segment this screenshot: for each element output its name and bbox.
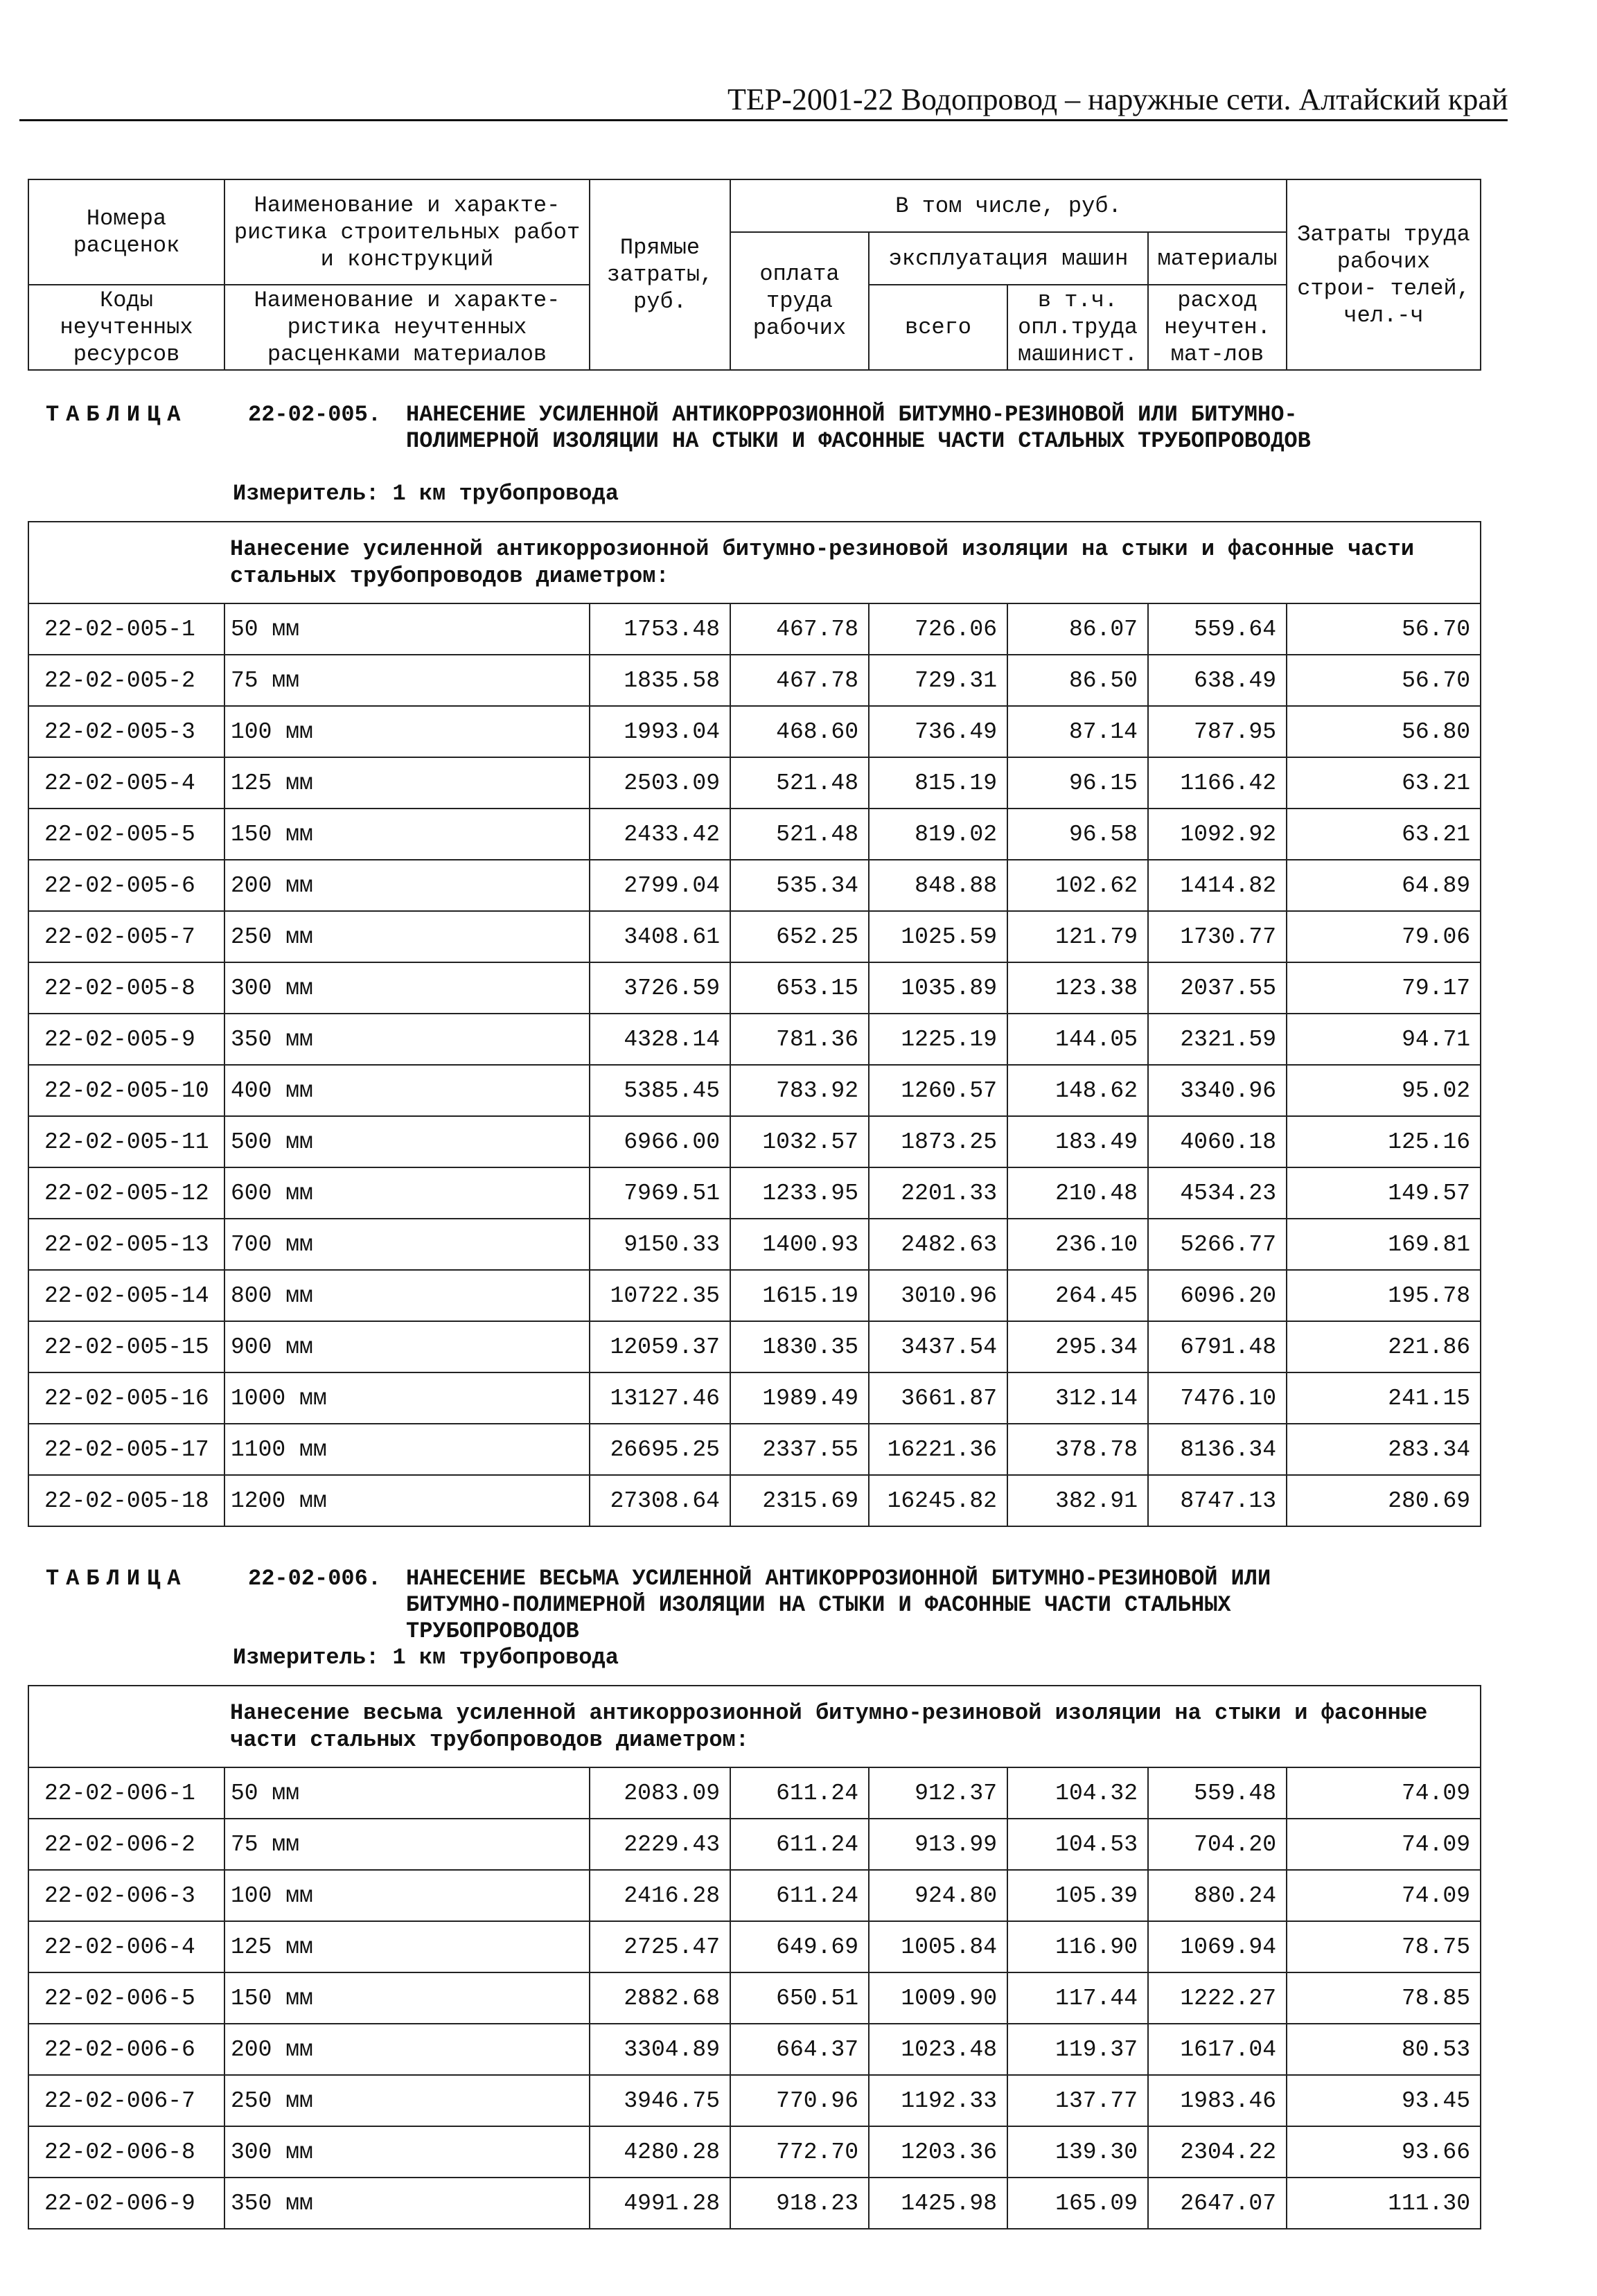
direct-costs-cell: 2433.42 [590, 809, 730, 860]
machines-total-cell: 1192.33 [869, 2075, 1007, 2126]
materials-cell: 7476.10 [1148, 1372, 1287, 1424]
direct-costs-cell: 4328.14 [590, 1014, 730, 1065]
col-numbers-header: Номера расценок [28, 179, 224, 285]
rate-code-cell: 22-02-005-12 [28, 1167, 224, 1219]
table-title: НАНЕСЕНИЕ УСИЛЕННОЙ АНТИКОРРОЗИОННОЙ БИТУМНО-РЕЗИНОВОЙ ИЛИ БИТУМНО-ПОЛИМЕРНОЙ ИЗОЛЯЦИИ НА СТЫКИ И ФАСОННЫЕ ЧАСТИ СТАЛЬНЫХ ТРУБОПРОВОДОВ [406, 402, 1311, 454]
work-name-cell: 200 мм [224, 860, 590, 911]
worker-wages-cell: 2315.69 [730, 1475, 869, 1526]
direct-costs-cell: 12059.37 [590, 1321, 730, 1372]
labor-hours-cell: 79.17 [1287, 962, 1481, 1014]
work-name-cell: 200 мм [224, 2024, 590, 2075]
direct-costs-cell: 3304.89 [590, 2024, 730, 2075]
rate-code-cell: 22-02-005-2 [28, 655, 224, 706]
machinist-wages-cell: 104.32 [1007, 1767, 1148, 1819]
materials-cell: 704.20 [1148, 1819, 1287, 1870]
labor-hours-cell: 125.16 [1287, 1116, 1481, 1167]
worker-wages-cell: 611.24 [730, 1819, 869, 1870]
labor-hours-cell: 283.34 [1287, 1424, 1481, 1475]
table-row [28, 1270, 1481, 1321]
table-row [28, 1372, 1481, 1424]
direct-costs-cell: 27308.64 [590, 1475, 730, 1526]
col-wages-header: оплата труда рабочих [730, 232, 869, 370]
rate-code-cell: 22-02-006-6 [28, 2024, 224, 2075]
work-name-cell: 600 мм [224, 1167, 590, 1219]
materials-cell: 4060.18 [1148, 1116, 1287, 1167]
table-row [28, 603, 1481, 655]
machinist-wages-cell: 119.37 [1007, 2024, 1148, 2075]
work-name-cell: 150 мм [224, 809, 590, 860]
materials-cell: 2321.59 [1148, 1014, 1287, 1065]
work-name-cell: 250 мм [224, 911, 590, 962]
labor-hours-cell: 64.89 [1287, 860, 1481, 911]
col-machines-header: эксплуатация машин [869, 232, 1148, 285]
table-row [28, 1116, 1481, 1167]
worker-wages-cell: 781.36 [730, 1014, 869, 1065]
machines-total-cell: 819.02 [869, 809, 1007, 860]
worker-wages-cell: 1989.49 [730, 1372, 869, 1424]
materials-cell: 4534.23 [1148, 1167, 1287, 1219]
machinist-wages-cell: 86.50 [1007, 655, 1148, 706]
rate-code-cell: 22-02-006-7 [28, 2075, 224, 2126]
col-including-header: В том числе, руб. [730, 179, 1287, 232]
rate-code-cell: 22-02-005-15 [28, 1321, 224, 1372]
col-resource-codes-header: Коды неучтенных ресурсов [28, 285, 224, 370]
rate-code-cell: 22-02-006-2 [28, 1819, 224, 1870]
work-name-cell: 50 мм [224, 1767, 590, 1819]
table-row [28, 1424, 1481, 1475]
worker-wages-cell: 918.23 [730, 2178, 869, 2229]
machines-total-cell: 912.37 [869, 1767, 1007, 1819]
rate-code-cell: 22-02-005-1 [28, 603, 224, 655]
col-machines-total-header: всего [869, 285, 1007, 370]
machinist-wages-cell: 96.58 [1007, 809, 1148, 860]
worker-wages-cell: 468.60 [730, 706, 869, 757]
table-row [28, 1065, 1481, 1116]
worker-wages-cell: 783.92 [730, 1065, 869, 1116]
table-row [28, 1014, 1481, 1065]
rate-code-cell: 22-02-005-5 [28, 809, 224, 860]
labor-hours-cell: 78.75 [1287, 1921, 1481, 1972]
machines-total-cell: 1035.89 [869, 962, 1007, 1014]
table-subheading: Нанесение усиленной антикоррозионной битумно-резиновой изоляции на стыки и фасонные части стальных трубопроводов диаметром: [28, 522, 1481, 603]
worker-wages-cell: 664.37 [730, 2024, 869, 2075]
work-name-cell: 125 мм [224, 1921, 590, 1972]
work-name-cell: 100 мм [224, 706, 590, 757]
table-row [28, 860, 1481, 911]
work-name-cell: 350 мм [224, 2178, 590, 2229]
labor-hours-cell: 63.21 [1287, 809, 1481, 860]
table-number: 22-02-006. [248, 1566, 382, 1591]
table-row [28, 809, 1481, 860]
work-name-cell: 75 мм [224, 1819, 590, 1870]
machinist-wages-cell: 137.77 [1007, 2075, 1148, 2126]
table-row [28, 1167, 1481, 1219]
rate-code-cell: 22-02-006-9 [28, 2178, 224, 2229]
materials-cell: 2304.22 [1148, 2126, 1287, 2178]
machinist-wages-cell: 382.91 [1007, 1475, 1148, 1526]
work-name-cell: 150 мм [224, 1972, 590, 2024]
direct-costs-cell: 1835.58 [590, 655, 730, 706]
table-row [28, 2126, 1481, 2178]
page-header: ТЕР-2001-22 Водопровод – наружные сети. Алтайский край [727, 82, 1508, 116]
worker-wages-cell: 467.78 [730, 603, 869, 655]
table-number: 22-02-005. [248, 402, 382, 427]
work-name-cell: 50 мм [224, 603, 590, 655]
machines-total-cell: 3437.54 [869, 1321, 1007, 1372]
rate-code-cell: 22-02-006-4 [28, 1921, 224, 1972]
labor-hours-cell: 95.02 [1287, 1065, 1481, 1116]
col-materials-header: материалы [1148, 232, 1287, 285]
machines-total-cell: 1203.36 [869, 2126, 1007, 2178]
table-row [28, 1767, 1481, 1819]
direct-costs-cell: 3408.61 [590, 911, 730, 962]
materials-cell: 1983.46 [1148, 2075, 1287, 2126]
worker-wages-cell: 652.25 [730, 911, 869, 962]
rate-code-cell: 22-02-005-16 [28, 1372, 224, 1424]
worker-wages-cell: 535.34 [730, 860, 869, 911]
direct-costs-cell: 2725.47 [590, 1921, 730, 1972]
machinist-wages-cell: 87.14 [1007, 706, 1148, 757]
rate-code-cell: 22-02-005-8 [28, 962, 224, 1014]
labor-hours-cell: 74.09 [1287, 1870, 1481, 1921]
labor-hours-cell: 221.86 [1287, 1321, 1481, 1372]
machinist-wages-cell: 117.44 [1007, 1972, 1148, 2024]
materials-cell: 1414.82 [1148, 860, 1287, 911]
col-name-header: Наименование и характе- ристика строительных работ и конструкций [224, 179, 590, 285]
rate-code-cell: 22-02-006-8 [28, 2126, 224, 2178]
rate-code-cell: 22-02-005-9 [28, 1014, 224, 1065]
rates-table-22-02-006 [28, 1685, 1481, 2229]
machines-total-cell: 736.49 [869, 706, 1007, 757]
table-title: НАНЕСЕНИЕ ВЕСЬМА УСИЛЕННОЙ АНТИКОРРОЗИОННОЙ БИТУМНО-РЕЗИНОВОЙ ИЛИ БИТУМНО-ПОЛИМЕРНОЙ ИЗОЛЯЦИИ НА СТЫКИ И ФАСОННЫЕ ЧАСТИ СТАЛЬНЫХ ТРУБОПРОВОДОВ [406, 1566, 1271, 1644]
worker-wages-cell: 1233.95 [730, 1167, 869, 1219]
table-row [28, 1870, 1481, 1921]
worker-wages-cell: 770.96 [730, 2075, 869, 2126]
machinist-wages-cell: 102.62 [1007, 860, 1148, 911]
labor-hours-cell: 169.81 [1287, 1219, 1481, 1270]
header-rule [19, 119, 1508, 121]
direct-costs-cell: 2799.04 [590, 860, 730, 911]
col-machines-wages-header: в т.ч. опл.труда машинист. [1007, 285, 1148, 370]
machinist-wages-cell: 116.90 [1007, 1921, 1148, 1972]
work-name-cell: 250 мм [224, 2075, 590, 2126]
labor-hours-cell: 80.53 [1287, 2024, 1481, 2075]
work-name-cell: 75 мм [224, 655, 590, 706]
machinist-wages-cell: 148.62 [1007, 1065, 1148, 1116]
materials-cell: 880.24 [1148, 1870, 1287, 1921]
machinist-wages-cell: 295.34 [1007, 1321, 1148, 1372]
direct-costs-cell: 1993.04 [590, 706, 730, 757]
table-row [28, 1321, 1481, 1372]
materials-cell: 2037.55 [1148, 962, 1287, 1014]
table-subheading: Нанесение весьма усиленной антикоррозионной битумно-резиновой изоляции на стыки и фасонные части стальных трубопроводов диаметром: [28, 1686, 1481, 1767]
work-name-cell: 125 мм [224, 757, 590, 809]
machines-total-cell: 924.80 [869, 1870, 1007, 1921]
materials-cell: 8747.13 [1148, 1475, 1287, 1526]
rate-code-cell: 22-02-006-3 [28, 1870, 224, 1921]
direct-costs-cell: 2503.09 [590, 757, 730, 809]
machines-total-cell: 2201.33 [869, 1167, 1007, 1219]
direct-costs-cell: 6966.00 [590, 1116, 730, 1167]
table-row [28, 1972, 1481, 2024]
machinist-wages-cell: 312.14 [1007, 1372, 1148, 1424]
materials-cell: 5266.77 [1148, 1219, 1287, 1270]
direct-costs-cell: 2882.68 [590, 1972, 730, 2024]
machines-total-cell: 3661.87 [869, 1372, 1007, 1424]
worker-wages-cell: 521.48 [730, 757, 869, 809]
table-row [28, 911, 1481, 962]
machinist-wages-cell: 139.30 [1007, 2126, 1148, 2178]
worker-wages-cell: 772.70 [730, 2126, 869, 2178]
direct-costs-cell: 2416.28 [590, 1870, 730, 1921]
machinist-wages-cell: 121.79 [1007, 911, 1148, 962]
worker-wages-cell: 521.48 [730, 809, 869, 860]
machines-total-cell: 726.06 [869, 603, 1007, 655]
table-label: ТАБЛИЦА [46, 402, 188, 427]
table-row [28, 1819, 1481, 1870]
direct-costs-cell: 26695.25 [590, 1424, 730, 1475]
machines-total-cell: 1025.59 [869, 911, 1007, 962]
labor-hours-cell: 74.09 [1287, 1819, 1481, 1870]
labor-hours-cell: 63.21 [1287, 757, 1481, 809]
machines-total-cell: 913.99 [869, 1819, 1007, 1870]
direct-costs-cell: 7969.51 [590, 1167, 730, 1219]
worker-wages-cell: 1830.35 [730, 1321, 869, 1372]
rate-code-cell: 22-02-005-13 [28, 1219, 224, 1270]
materials-cell: 2647.07 [1148, 2178, 1287, 2229]
direct-costs-cell: 4991.28 [590, 2178, 730, 2229]
worker-wages-cell: 653.15 [730, 962, 869, 1014]
rate-code-cell: 22-02-005-14 [28, 1270, 224, 1321]
materials-cell: 3340.96 [1148, 1065, 1287, 1116]
work-name-cell: 900 мм [224, 1321, 590, 1372]
table-row [28, 706, 1481, 757]
table-label: ТАБЛИЦА [46, 1566, 188, 1591]
direct-costs-cell: 2083.09 [590, 1767, 730, 1819]
rate-code-cell: 22-02-005-10 [28, 1065, 224, 1116]
rate-code-cell: 22-02-006-5 [28, 1972, 224, 2024]
machinist-wages-cell: 105.39 [1007, 1870, 1148, 1921]
materials-cell: 6096.20 [1148, 1270, 1287, 1321]
machinist-wages-cell: 378.78 [1007, 1424, 1148, 1475]
col-materials-name-header: Наименование и характе- ристика неучтенных расценками материалов [224, 285, 590, 370]
work-name-cell: 300 мм [224, 2126, 590, 2178]
machines-total-cell: 1425.98 [869, 2178, 1007, 2229]
col-direct-costs-header: Прямые затраты, руб. [590, 179, 730, 370]
rates-table-22-02-005 [28, 521, 1481, 1527]
rate-code-cell: 22-02-006-1 [28, 1767, 224, 1819]
machinist-wages-cell: 123.38 [1007, 962, 1148, 1014]
worker-wages-cell: 467.78 [730, 655, 869, 706]
machinist-wages-cell: 104.53 [1007, 1819, 1148, 1870]
table-row [28, 2024, 1481, 2075]
machinist-wages-cell: 144.05 [1007, 1014, 1148, 1065]
labor-hours-cell: 56.80 [1287, 706, 1481, 757]
col-labor-header: Затраты труда рабочих строи- телей, чел.-ч [1287, 179, 1481, 370]
worker-wages-cell: 2337.55 [730, 1424, 869, 1475]
materials-cell: 1617.04 [1148, 2024, 1287, 2075]
labor-hours-cell: 195.78 [1287, 1270, 1481, 1321]
rate-code-cell: 22-02-005-3 [28, 706, 224, 757]
worker-wages-cell: 1400.93 [730, 1219, 869, 1270]
materials-cell: 1166.42 [1148, 757, 1287, 809]
machines-total-cell: 3010.96 [869, 1270, 1007, 1321]
machines-total-cell: 729.31 [869, 655, 1007, 706]
machines-total-cell: 16245.82 [869, 1475, 1007, 1526]
table-row [28, 2178, 1481, 2229]
materials-cell: 559.48 [1148, 1767, 1287, 1819]
materials-cell: 1092.92 [1148, 809, 1287, 860]
machines-total-cell: 1225.19 [869, 1014, 1007, 1065]
direct-costs-cell: 5385.45 [590, 1065, 730, 1116]
machinist-wages-cell: 165.09 [1007, 2178, 1148, 2229]
materials-cell: 787.95 [1148, 706, 1287, 757]
table-row [28, 1219, 1481, 1270]
labor-hours-cell: 79.06 [1287, 911, 1481, 962]
machines-total-cell: 1260.57 [869, 1065, 1007, 1116]
labor-hours-cell: 78.85 [1287, 1972, 1481, 2024]
machines-total-cell: 815.19 [869, 757, 1007, 809]
rate-code-cell: 22-02-005-18 [28, 1475, 224, 1526]
table-measure: Измеритель: 1 км трубопровода [233, 481, 619, 506]
work-name-cell: 500 мм [224, 1116, 590, 1167]
table-row [28, 655, 1481, 706]
direct-costs-cell: 4280.28 [590, 2126, 730, 2178]
table-row [28, 2075, 1481, 2126]
worker-wages-cell: 1032.57 [730, 1116, 869, 1167]
labor-hours-cell: 56.70 [1287, 603, 1481, 655]
work-name-cell: 300 мм [224, 962, 590, 1014]
labor-hours-cell: 74.09 [1287, 1767, 1481, 1819]
work-name-cell: 400 мм [224, 1065, 590, 1116]
worker-wages-cell: 1615.19 [730, 1270, 869, 1321]
work-name-cell: 800 мм [224, 1270, 590, 1321]
machinist-wages-cell: 264.45 [1007, 1270, 1148, 1321]
table-measure: Измеритель: 1 км трубопровода [233, 1645, 619, 1670]
direct-costs-cell: 1753.48 [590, 603, 730, 655]
direct-costs-cell: 10722.35 [590, 1270, 730, 1321]
direct-costs-cell: 3726.59 [590, 962, 730, 1014]
materials-cell: 6791.48 [1148, 1321, 1287, 1372]
labor-hours-cell: 241.15 [1287, 1372, 1481, 1424]
table-row [28, 1921, 1481, 1972]
labor-hours-cell: 280.69 [1287, 1475, 1481, 1526]
machines-total-cell: 848.88 [869, 860, 1007, 911]
rate-code-cell: 22-02-005-4 [28, 757, 224, 809]
labor-hours-cell: 94.71 [1287, 1014, 1481, 1065]
worker-wages-cell: 611.24 [730, 1767, 869, 1819]
worker-wages-cell: 649.69 [730, 1921, 869, 1972]
rate-code-cell: 22-02-005-7 [28, 911, 224, 962]
work-name-cell: 700 мм [224, 1219, 590, 1270]
column-header-table [28, 179, 1481, 371]
direct-costs-cell: 2229.43 [590, 1819, 730, 1870]
direct-costs-cell: 3946.75 [590, 2075, 730, 2126]
worker-wages-cell: 611.24 [730, 1870, 869, 1921]
machinist-wages-cell: 183.49 [1007, 1116, 1148, 1167]
machinist-wages-cell: 210.48 [1007, 1167, 1148, 1219]
work-name-cell: 350 мм [224, 1014, 590, 1065]
materials-cell: 1222.27 [1148, 1972, 1287, 2024]
work-name-cell: 100 мм [224, 1870, 590, 1921]
table-row [28, 962, 1481, 1014]
labor-hours-cell: 93.66 [1287, 2126, 1481, 2178]
work-name-cell: 1200 мм [224, 1475, 590, 1526]
machinist-wages-cell: 236.10 [1007, 1219, 1148, 1270]
machinist-wages-cell: 96.15 [1007, 757, 1148, 809]
machines-total-cell: 1009.90 [869, 1972, 1007, 2024]
labor-hours-cell: 93.45 [1287, 2075, 1481, 2126]
table-row [28, 757, 1481, 809]
materials-cell: 1069.94 [1148, 1921, 1287, 1972]
materials-cell: 638.49 [1148, 655, 1287, 706]
machines-total-cell: 1023.48 [869, 2024, 1007, 2075]
rate-code-cell: 22-02-005-11 [28, 1116, 224, 1167]
materials-cell: 1730.77 [1148, 911, 1287, 962]
col-materials-consumption-header: расход неучтен. мат-лов [1148, 285, 1287, 370]
rate-code-cell: 22-02-005-6 [28, 860, 224, 911]
materials-cell: 8136.34 [1148, 1424, 1287, 1475]
machinist-wages-cell: 86.07 [1007, 603, 1148, 655]
materials-cell: 559.64 [1148, 603, 1287, 655]
direct-costs-cell: 13127.46 [590, 1372, 730, 1424]
work-name-cell: 1100 мм [224, 1424, 590, 1475]
labor-hours-cell: 111.30 [1287, 2178, 1481, 2229]
work-name-cell: 1000 мм [224, 1372, 590, 1424]
labor-hours-cell: 56.70 [1287, 655, 1481, 706]
machines-total-cell: 16221.36 [869, 1424, 1007, 1475]
machines-total-cell: 1873.25 [869, 1116, 1007, 1167]
table-row [28, 1475, 1481, 1526]
machines-total-cell: 2482.63 [869, 1219, 1007, 1270]
machines-total-cell: 1005.84 [869, 1921, 1007, 1972]
worker-wages-cell: 650.51 [730, 1972, 869, 2024]
direct-costs-cell: 9150.33 [590, 1219, 730, 1270]
labor-hours-cell: 149.57 [1287, 1167, 1481, 1219]
rate-code-cell: 22-02-005-17 [28, 1424, 224, 1475]
